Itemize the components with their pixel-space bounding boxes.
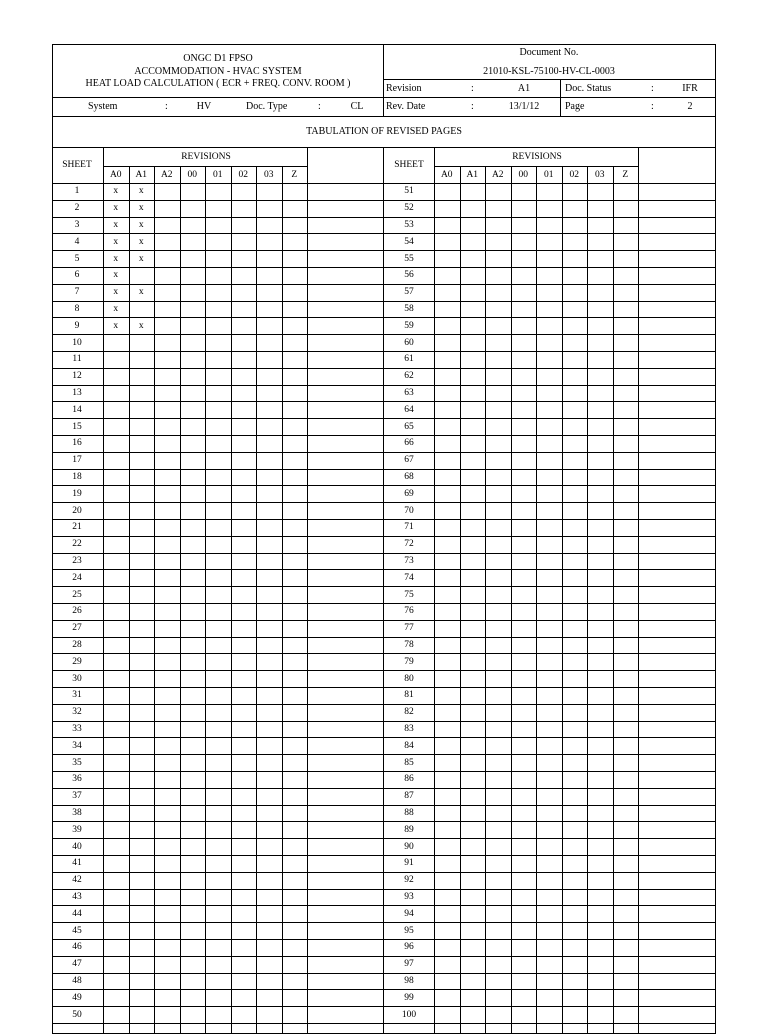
table-row-line bbox=[52, 267, 716, 268]
revisions-header-right: REVISIONS bbox=[512, 151, 562, 162]
table-row-line bbox=[52, 418, 716, 419]
table-row-line bbox=[52, 469, 716, 470]
sheet-number: 91 bbox=[404, 858, 414, 869]
sheet-number: 83 bbox=[404, 724, 414, 734]
header-divider-line bbox=[560, 79, 561, 116]
sheet-number: 89 bbox=[404, 824, 414, 835]
sheet-number: 53 bbox=[404, 220, 414, 230]
sheet-number: 16 bbox=[72, 438, 82, 449]
sheet-number: 87 bbox=[404, 791, 414, 802]
system-label: System bbox=[88, 101, 118, 112]
sheet-number: 26 bbox=[72, 606, 82, 617]
table-row-line bbox=[52, 737, 716, 738]
sheet-number: 67 bbox=[404, 455, 414, 466]
system-colon: : bbox=[165, 101, 168, 112]
table-row-line bbox=[52, 368, 716, 369]
rev-date-label: Rev. Date bbox=[386, 101, 426, 112]
sheet-number: 29 bbox=[72, 656, 82, 667]
sheet-number: 48 bbox=[72, 976, 82, 986]
table-row-line bbox=[52, 553, 716, 554]
revision-mark: x bbox=[138, 253, 144, 264]
sheet-number: 36 bbox=[72, 774, 82, 785]
table-row-line bbox=[52, 620, 716, 621]
rev-column-header: Z bbox=[291, 169, 298, 180]
sheet-number: 98 bbox=[404, 976, 414, 986]
page-value: 2 bbox=[687, 101, 693, 112]
sheet-number: 81 bbox=[404, 690, 414, 701]
sheet-number: 1 bbox=[74, 186, 80, 197]
rev-column-header: A2 bbox=[491, 169, 504, 180]
sheet-number: 56 bbox=[404, 270, 414, 281]
document-no-label: Document No. bbox=[519, 47, 579, 58]
sheet-number: 42 bbox=[72, 875, 82, 886]
sheet-number: 95 bbox=[404, 925, 414, 936]
header-divider-line bbox=[52, 116, 716, 117]
sheet-number: 77 bbox=[404, 623, 414, 634]
table-row-line bbox=[52, 771, 716, 772]
table-row-line bbox=[52, 351, 716, 352]
table-row-line bbox=[52, 872, 716, 873]
page-label: Page bbox=[565, 101, 585, 112]
sheet-number: 44 bbox=[72, 908, 82, 919]
table-column-line bbox=[562, 166, 563, 1034]
table-row-line bbox=[52, 603, 716, 604]
revision-mark: x bbox=[113, 287, 119, 298]
table-row-line bbox=[52, 334, 716, 335]
table-row-line bbox=[52, 687, 716, 688]
table-column-line bbox=[536, 166, 537, 1034]
sheet-number: 23 bbox=[72, 556, 82, 566]
sheet-number: 28 bbox=[72, 640, 82, 650]
table-column-line bbox=[460, 166, 461, 1034]
sheet-number: 14 bbox=[72, 404, 82, 415]
system-title: ACCOMMODATION - HVAC SYSTEM bbox=[134, 66, 302, 77]
table-row-line bbox=[52, 754, 716, 755]
sheet-number: 7 bbox=[74, 287, 80, 298]
table-column-line bbox=[282, 166, 283, 1034]
table-row-line bbox=[52, 284, 716, 285]
revision-mark: x bbox=[113, 236, 119, 247]
table-row-line bbox=[52, 569, 716, 570]
sheet-number: 68 bbox=[404, 472, 414, 482]
sheet-number: 4 bbox=[74, 236, 80, 247]
table-column-line bbox=[511, 166, 512, 1034]
calc-title: HEAT LOAD CALCULATION ( ECR + FREQ. CONV. ROOM ) bbox=[85, 78, 351, 89]
sheet-number: 90 bbox=[404, 841, 414, 852]
table-header-line bbox=[52, 147, 716, 148]
sheet-number: 84 bbox=[404, 740, 414, 751]
sheet-number: 70 bbox=[404, 505, 414, 516]
table-row-line bbox=[52, 637, 716, 638]
table-row-line bbox=[52, 586, 716, 587]
revision-mark: x bbox=[113, 220, 119, 230]
sheet-number: 9 bbox=[74, 320, 80, 331]
table-column-line bbox=[103, 147, 104, 1034]
sheet-number: 38 bbox=[72, 808, 82, 818]
sheet-number: 94 bbox=[404, 908, 414, 919]
sheet-number: 58 bbox=[404, 304, 414, 314]
sheet-number: 73 bbox=[404, 556, 414, 566]
sheet-number: 19 bbox=[72, 488, 82, 499]
project-title: ONGC D1 FPSO bbox=[183, 53, 253, 64]
sheet-number: 20 bbox=[72, 505, 82, 516]
sheet-number: 47 bbox=[72, 959, 82, 970]
sheet-number: 57 bbox=[404, 287, 414, 298]
table-row-line bbox=[52, 301, 716, 302]
sheet-number: 21 bbox=[72, 522, 82, 533]
revision-mark: x bbox=[113, 253, 119, 264]
revision-mark: x bbox=[138, 186, 144, 197]
rev-column-header: 01 bbox=[544, 169, 554, 180]
header-divider-line bbox=[383, 79, 716, 80]
table-row-line bbox=[52, 233, 716, 234]
rev-column-header: A2 bbox=[160, 169, 173, 180]
table-row-line bbox=[52, 838, 716, 839]
sheet-number: 31 bbox=[72, 690, 82, 701]
revision-mark: x bbox=[138, 220, 144, 230]
rev-column-header: 03 bbox=[264, 169, 274, 180]
sheet-number: 86 bbox=[404, 774, 414, 785]
table-row-line bbox=[52, 183, 716, 184]
rev-column-header: 02 bbox=[569, 169, 579, 180]
sheet-number: 10 bbox=[72, 337, 82, 348]
sheet-number: 11 bbox=[72, 354, 82, 365]
sheet-number: 66 bbox=[404, 438, 414, 449]
doc-status-label: Doc. Status bbox=[565, 83, 612, 94]
table-row-line bbox=[52, 200, 716, 201]
sheet-number: 61 bbox=[404, 354, 414, 365]
sheet-number: 74 bbox=[404, 572, 414, 583]
sheet-number: 50 bbox=[72, 1009, 82, 1020]
sheet-number: 43 bbox=[72, 892, 82, 902]
sheet-number: 46 bbox=[72, 942, 82, 953]
revision-mark: x bbox=[138, 236, 144, 247]
sheet-number: 85 bbox=[404, 757, 414, 768]
table-row-line bbox=[52, 855, 716, 856]
sheet-number: 79 bbox=[404, 656, 414, 667]
table-column-line bbox=[613, 166, 614, 1034]
table-row-line bbox=[52, 519, 716, 520]
revision-mark: x bbox=[113, 270, 119, 281]
sheet-number: 69 bbox=[404, 488, 414, 499]
table-row-line bbox=[52, 721, 716, 722]
revision-mark: x bbox=[138, 287, 144, 298]
table-row-line bbox=[52, 536, 716, 537]
table-row-line bbox=[52, 956, 716, 957]
rev-column-header: A0 bbox=[440, 169, 453, 180]
sheet-number: 54 bbox=[404, 236, 414, 247]
rev-column-header: 00 bbox=[187, 169, 197, 180]
sheet-number: 15 bbox=[72, 421, 82, 432]
sheet-number: 65 bbox=[404, 421, 414, 432]
sheet-number: 88 bbox=[404, 808, 414, 818]
sheet-number: 34 bbox=[72, 740, 82, 751]
sheet-number: 3 bbox=[74, 220, 80, 230]
table-title: TABULATION OF REVISED PAGES bbox=[306, 126, 462, 137]
system-value: HV bbox=[196, 101, 212, 112]
table-row-line bbox=[52, 452, 716, 453]
rev-column-header: A1 bbox=[466, 169, 479, 180]
sheet-number: 80 bbox=[404, 673, 414, 684]
sheet-number: 99 bbox=[404, 992, 414, 1003]
table-row-line bbox=[52, 805, 716, 806]
table-column-line bbox=[180, 166, 181, 1034]
document-no-value: 21010-KSL-75100-HV-CL-0003 bbox=[483, 66, 615, 77]
sheet-number: 51 bbox=[404, 186, 414, 197]
revision-mark: x bbox=[113, 304, 119, 314]
sheet-number: 72 bbox=[404, 539, 414, 550]
doc-type-label: Doc. Type bbox=[246, 101, 288, 112]
sheet-number: 8 bbox=[74, 304, 80, 314]
revision-mark: x bbox=[113, 203, 119, 214]
sheet-number: 75 bbox=[404, 589, 414, 600]
table-row-line bbox=[52, 250, 716, 251]
table-row-line bbox=[52, 889, 716, 890]
document-frame bbox=[52, 44, 716, 1034]
sheet-number: 39 bbox=[72, 824, 82, 835]
table-row-line bbox=[52, 939, 716, 940]
doc-type-value: CL bbox=[350, 101, 364, 112]
table-row-line bbox=[52, 973, 716, 974]
table-row-line bbox=[52, 435, 716, 436]
rev-column-header: A0 bbox=[109, 169, 122, 180]
page-colon: : bbox=[651, 101, 654, 112]
rev-column-header: A1 bbox=[135, 169, 148, 180]
doc-type-colon: : bbox=[318, 101, 321, 112]
revision-mark: x bbox=[113, 320, 119, 331]
table-column-line bbox=[231, 166, 232, 1034]
sheet-number: 55 bbox=[404, 253, 414, 264]
sheet-number: 24 bbox=[72, 572, 82, 583]
table-row-line bbox=[52, 485, 716, 486]
header-divider-line bbox=[52, 97, 716, 98]
sheet-number: 45 bbox=[72, 925, 82, 936]
table-column-line bbox=[587, 166, 588, 1034]
revision-mark: x bbox=[138, 203, 144, 214]
sheet-number: 96 bbox=[404, 942, 414, 953]
table-row-line bbox=[52, 989, 716, 990]
sheet-number: 52 bbox=[404, 203, 414, 214]
table-column-line bbox=[383, 147, 384, 1034]
rev-column-header: 01 bbox=[213, 169, 223, 180]
table-column-line bbox=[307, 147, 308, 1034]
sheet-number: 37 bbox=[72, 791, 82, 802]
sheet-number: 60 bbox=[404, 337, 414, 348]
table-row-line bbox=[52, 653, 716, 654]
sheet-number: 5 bbox=[74, 253, 80, 264]
table-row-line bbox=[52, 217, 716, 218]
sheet-number: 27 bbox=[72, 623, 82, 634]
rev-column-header: 03 bbox=[595, 169, 605, 180]
table-row-line bbox=[52, 821, 716, 822]
revisions-header-left: REVISIONS bbox=[181, 151, 231, 162]
revision-value: A1 bbox=[517, 83, 531, 94]
table-row-line bbox=[52, 1006, 716, 1007]
sheet-number: 63 bbox=[404, 388, 414, 398]
sheet-number: 30 bbox=[72, 673, 82, 684]
sheet-number: 33 bbox=[72, 724, 82, 734]
table-column-line bbox=[434, 147, 435, 1034]
sheet-number: 32 bbox=[72, 707, 82, 718]
sheet-number: 41 bbox=[72, 858, 82, 869]
sheet-number: 25 bbox=[72, 589, 82, 600]
table-column-line bbox=[638, 147, 639, 1034]
table-column-line bbox=[485, 166, 486, 1034]
sheet-number: 35 bbox=[72, 757, 82, 768]
revision-mark: x bbox=[113, 186, 119, 197]
sheet-number: 22 bbox=[72, 539, 82, 550]
table-row-line bbox=[52, 670, 716, 671]
sheet-number: 93 bbox=[404, 892, 414, 902]
sheet-number: 64 bbox=[404, 404, 414, 415]
table-column-line bbox=[205, 166, 206, 1034]
sheet-number: 76 bbox=[404, 606, 414, 617]
sheet-number: 100 bbox=[401, 1009, 417, 1020]
sheet-number: 18 bbox=[72, 472, 82, 482]
sheet-number: 49 bbox=[72, 992, 82, 1003]
rev-column-header: 00 bbox=[518, 169, 528, 180]
table-row-line bbox=[52, 385, 716, 386]
sheet-number: 2 bbox=[74, 203, 80, 214]
rev-date-value: 13/1/12 bbox=[508, 101, 540, 112]
rev-date-colon: : bbox=[471, 101, 474, 112]
sheet-header-left: SHEET bbox=[62, 160, 92, 170]
sheet-number: 82 bbox=[404, 707, 414, 718]
rev-column-header: Z bbox=[622, 169, 629, 180]
sheet-number: 40 bbox=[72, 841, 82, 852]
table-row-line bbox=[52, 788, 716, 789]
sheet-number: 13 bbox=[72, 388, 82, 398]
revision-colon: : bbox=[471, 83, 474, 94]
table-column-line bbox=[154, 166, 155, 1034]
sheet-number: 92 bbox=[404, 875, 414, 886]
sheet-number: 78 bbox=[404, 640, 414, 650]
doc-status-value: IFR bbox=[682, 83, 698, 94]
sheet-number: 17 bbox=[72, 455, 82, 466]
revision-label: Revision bbox=[386, 83, 422, 94]
sheet-number: 6 bbox=[74, 270, 80, 281]
doc-status-colon: : bbox=[651, 83, 654, 94]
table-row-line bbox=[52, 502, 716, 503]
table-column-line bbox=[256, 166, 257, 1034]
table-row-line bbox=[52, 704, 716, 705]
table-row-line bbox=[52, 401, 716, 402]
sheet-number: 12 bbox=[72, 371, 82, 382]
header-divider-line bbox=[383, 44, 384, 116]
table-row-line bbox=[52, 317, 716, 318]
sheet-number: 97 bbox=[404, 959, 414, 970]
sheet-number: 71 bbox=[404, 522, 414, 533]
table-column-line bbox=[129, 166, 130, 1034]
table-row-line bbox=[52, 905, 716, 906]
revision-mark: x bbox=[138, 320, 144, 331]
rev-column-header: 02 bbox=[238, 169, 248, 180]
sheet-header-right: SHEET bbox=[394, 160, 424, 170]
sheet-number: 59 bbox=[404, 320, 414, 331]
table-row-line bbox=[52, 922, 716, 923]
sheet-number: 62 bbox=[404, 371, 414, 382]
